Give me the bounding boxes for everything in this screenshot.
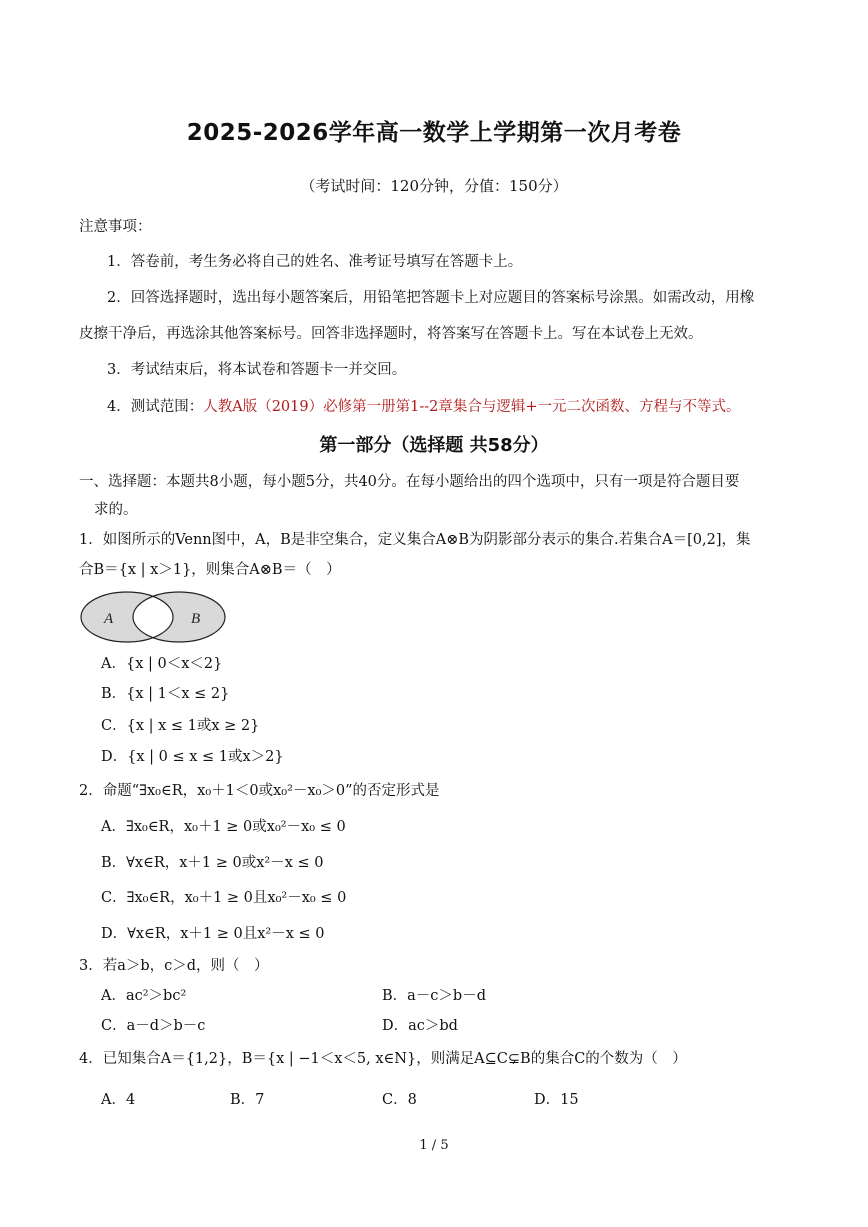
q2-option-d: D．∀x∈R，x＋1 ≥ 0且x²－x ≤ 0: [101, 926, 325, 942]
q4-option-b: B．7: [230, 1092, 265, 1108]
q2-option-c: C．∃x₀∈R，x₀＋1 ≥ 0且x₀²－x₀ ≤ 0: [101, 890, 347, 906]
notice-item-2: 2．回答选择题时，选出每小题答案后，用铅笔把答题卡上对应题目的答案标号涂黑。如需改动，用橡: [107, 290, 755, 306]
notice-item-4-prefix: 4．测试范围：: [107, 399, 204, 415]
q4-option-c: C．8: [382, 1092, 417, 1108]
part1-instructions: 一、选择题：本题共8小题，每小题5分，共40分。在每小题给出的四个选项中，只有一项是符合题目要: [79, 474, 740, 490]
notice-heading: 注意事项：: [79, 219, 152, 235]
notice-item-2-cont: 皮擦干净后，再选涂其他答案标号。回答非选择题时，将答案写在答题卡上。写在本试卷上无效。: [79, 326, 703, 342]
page-number: 1 / 5: [419, 1138, 449, 1153]
q3-option-a: A．ac²＞bc²: [101, 988, 187, 1004]
q4-option-a: A．4: [101, 1092, 136, 1108]
q4-option-d: D．15: [534, 1092, 579, 1108]
question-1-stem-cont: 合B＝{x | x＞1}，则集合A⊗B＝（ ）: [79, 562, 341, 578]
question-3-stem: 3．若a＞b，c＞d，则（ ）: [79, 958, 269, 974]
question-4-stem: 4．已知集合A＝{1,2}，B＝{x | −1＜x＜5, x∈N}，则满足A⊆C⊊B的集合C的个数为（ ）: [79, 1051, 687, 1067]
venn-label-b: B: [191, 611, 201, 627]
venn-diagram: [79, 590, 229, 644]
notice-item-4: [107, 395, 741, 416]
question-2-stem: 2．命题“∃x₀∈R，x₀＋1＜0或x₀²－x₀＞0”的否定形式是: [79, 783, 440, 799]
question-1-stem: 1．如图所示的Venn图中，A，B是非空集合，定义集合A⊗B为阴影部分表示的集合.若集合A＝[0,2]，集: [79, 532, 751, 548]
exam-subtitle: （考试时间：120分钟，分值：150分）: [300, 177, 568, 195]
section-title: 第一部分（选择题 共58分）: [319, 435, 549, 456]
venn-label-a: A: [104, 611, 114, 627]
q3-option-b: B．a－c＞b－d: [382, 988, 486, 1004]
q1-option-b: B．{x | 1＜x ≤ 2}: [101, 686, 230, 702]
q1-option-d: D．{x | 0 ≤ x ≤ 1或x＞2}: [101, 749, 284, 765]
test-scope: 人教A版（2019）必修第一册第1--2章集合与逻辑+一元二次函数、方程与不等式。: [203, 399, 741, 415]
q2-option-a: A．∃x₀∈R，x₀＋1 ≥ 0或x₀²－x₀ ≤ 0: [101, 819, 346, 835]
part1-instructions-cont: 求的。: [94, 502, 138, 518]
exam-title: 2025-2026学年高一数学上学期第一次月考卷: [186, 120, 682, 146]
q3-option-d: D．ac＞bd: [382, 1018, 458, 1034]
q1-option-c: C．{x | x ≤ 1或x ≥ 2}: [101, 718, 260, 734]
notice-item-1: 1．答卷前，考生务必将自己的姓名、准考证号填写在答题卡上。: [107, 254, 523, 270]
q2-option-b: B．∀x∈R，x＋1 ≥ 0或x²－x ≤ 0: [101, 855, 324, 871]
q3-option-c: C．a－d＞b－c: [101, 1018, 206, 1034]
notice-item-3: 3．考试结束后，将本试卷和答题卡一并交回。: [107, 362, 407, 378]
q1-option-a: A．{x | 0＜x＜2}: [101, 656, 223, 672]
